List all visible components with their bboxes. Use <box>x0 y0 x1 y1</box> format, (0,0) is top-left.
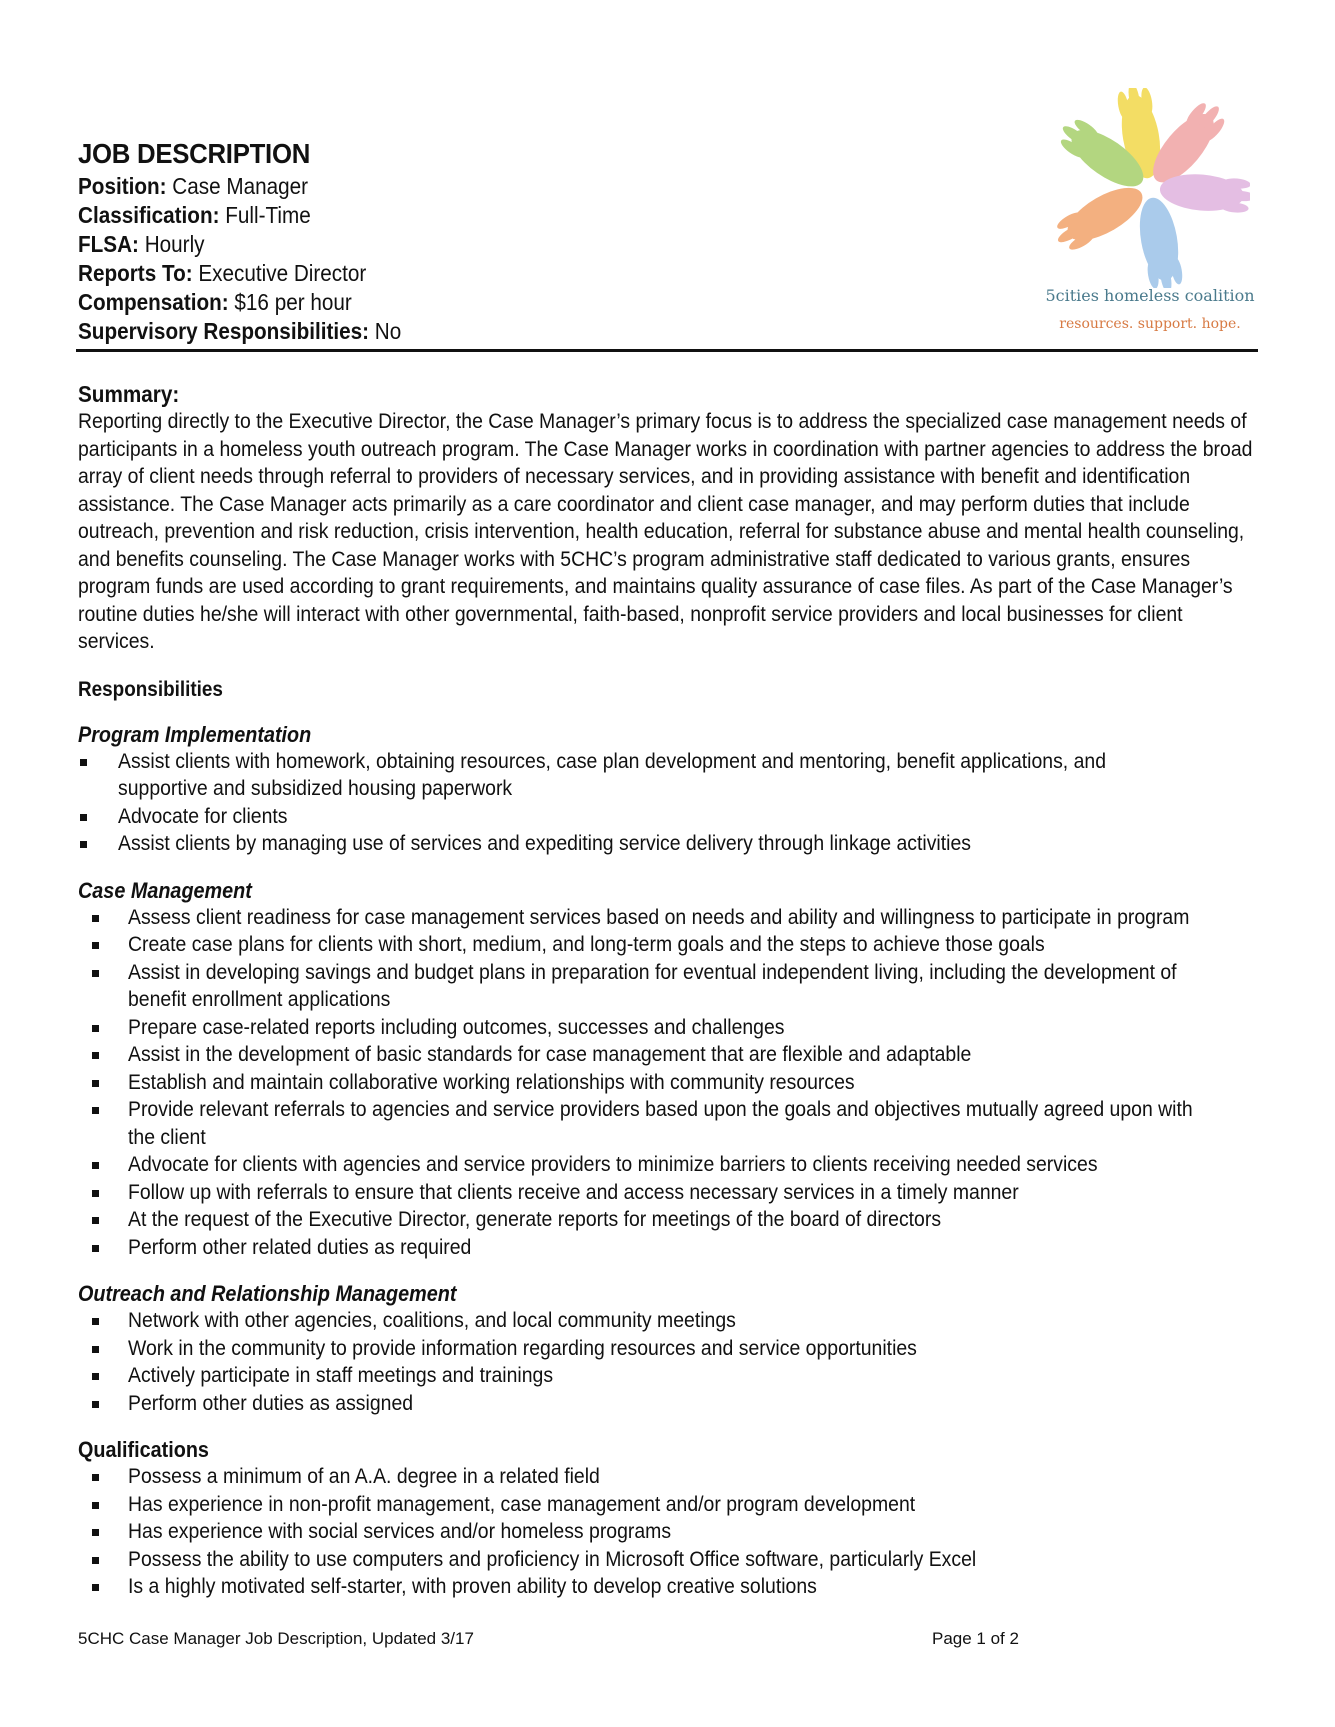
outreach-heading: Outreach and Relationship Management <box>78 1281 457 1306</box>
list-item: Possess the ability to use computers and proficiency in Microsoft Office software, particularly Excel <box>78 1546 1258 1574</box>
list-item: Advocate for clients <box>78 803 1258 831</box>
bullet-icon <box>92 1217 99 1224</box>
case-management-list <box>78 904 1258 1262</box>
field-value: Executive Director <box>198 260 367 286</box>
bullet-icon <box>92 1025 99 1032</box>
summary-heading: Summary: <box>78 381 180 407</box>
field-label: Position: <box>78 173 167 199</box>
case-management-heading: Case Management <box>78 877 252 903</box>
bullet-icon <box>92 1373 99 1380</box>
bullet-icon <box>92 1346 99 1353</box>
list-item: Assist clients by managing use of services and expediting service delivery through linkage activities <box>78 830 1258 858</box>
document-title: JOB DESCRIPTION <box>78 138 311 169</box>
bullet-icon <box>92 1190 99 1197</box>
list-item: Follow up with referrals to ensure that clients receive and access necessary services in a timely manner <box>78 1179 1258 1207</box>
organization-logo <box>1030 88 1270 338</box>
field-label: FLSA: <box>78 231 139 257</box>
field-value: No <box>374 318 402 344</box>
list-item: Assist in the development of basic standards for case management that are flexible and adaptable <box>78 1041 1258 1069</box>
list-item: Prepare case-related reports including outcomes, successes and challenges <box>78 1014 1258 1042</box>
list-item: Provide relevant referrals to agencies and service providers based upon the goals and objectives mutually agreed upon with the client <box>78 1096 1258 1151</box>
footer-document-info: 5CHC Case Manager Job Description, Updated 3/17 <box>78 1629 474 1648</box>
field-value: Full-Time <box>225 202 311 228</box>
header-divider <box>76 349 1258 352</box>
bullet-icon <box>92 1529 99 1536</box>
list-item: Assist in developing savings and budget plans in preparation for eventual independent living, including the development of benefit enrollment applications <box>78 959 1258 1014</box>
list-item: Has experience with social services and/or homeless programs <box>78 1518 1258 1546</box>
bullet-icon <box>92 1052 99 1059</box>
bullet-icon <box>92 1401 99 1408</box>
classification-field <box>78 201 1140 230</box>
bullet-icon <box>92 1245 99 1252</box>
responsibilities-heading: Responsibilities <box>78 677 223 701</box>
program-implementation-list <box>78 748 1258 858</box>
bullet-icon <box>92 1080 99 1087</box>
bullet-icon <box>92 1107 99 1114</box>
field-label: Compensation: <box>78 289 229 315</box>
field-value: Case Manager <box>172 173 309 199</box>
hands-logo-icon <box>1050 88 1250 288</box>
qualifications-list <box>78 1463 1258 1601</box>
list-item: Possess a minimum of an A.A. degree in a related field <box>78 1463 1258 1491</box>
bullet-icon <box>92 1502 99 1509</box>
bullet-icon <box>92 970 99 977</box>
bullet-icon <box>92 942 99 949</box>
bullet-icon <box>92 1474 99 1481</box>
list-item: Perform other related duties as required <box>78 1234 1258 1262</box>
list-item: Is a highly motivated self-starter, with proven ability to develop creative solutions <box>78 1573 1258 1601</box>
compensation-field <box>78 288 1140 317</box>
list-item: Actively participate in staff meetings and trainings <box>78 1362 1258 1390</box>
bullet-icon <box>92 1162 99 1169</box>
field-value: Hourly <box>144 231 205 257</box>
position-field <box>78 172 1140 201</box>
list-item: Perform other duties as assigned <box>78 1390 1258 1418</box>
field-label: Supervisory Responsibilities: <box>78 318 370 344</box>
footer-page-number: Page 1 of 2 <box>932 1629 1019 1648</box>
reports-to-field <box>78 259 1140 288</box>
logo-organization-name: 5cities homeless coalition <box>1045 286 1255 305</box>
summary-paragraph: Reporting directly to the Executive Director, the Case Manager’s primary focus is to address the specialized case management needs of participants in a homeless youth outreach program. The Case Manager works in coordination with partner agencies to address the broad array of client needs through referral to providers of necessary services, and in providing assistance with benefit and identification assistance. The Case Manager acts primarily as a care coordinator and client case manager, and may perform duties that include outreach, prevention and risk reduction, crisis intervention, health education, referral for substance abuse and mental health counseling, and benefits counseling. The Case Manager works with 5CHC’s program administrative staff dedicated to various grants, ensures program funds are used according to grant requirements, and maintains quality assurance of case files. As part of the Case Manager’s routine duties he/she will interact with other governmental, faith-based, nonprofit service providers and local businesses for client services. <box>78 410 1253 653</box>
bullet-icon <box>80 841 87 848</box>
bullet-icon <box>80 759 87 766</box>
list-item: Create case plans for clients with short, medium, and long-term goals and the steps to achieve those goals <box>78 931 1258 959</box>
list-item: Assess client readiness for case management services based on needs and ability and willingness to participate in program <box>78 904 1258 932</box>
list-item: Establish and maintain collaborative working relationships with community resources <box>78 1069 1258 1097</box>
bullet-icon <box>92 1318 99 1325</box>
list-item: At the request of the Executive Director, generate reports for meetings of the board of directors <box>78 1206 1258 1234</box>
outreach-list <box>78 1307 1258 1417</box>
bullet-icon <box>92 1557 99 1564</box>
program-implementation-heading: Program Implementation <box>78 721 312 747</box>
bullet-icon <box>80 814 87 821</box>
list-item: Work in the community to provide information regarding resources and service opportunities <box>78 1335 1258 1363</box>
flsa-field <box>78 230 1140 259</box>
bullet-icon <box>92 915 99 922</box>
document-body <box>78 380 1258 1601</box>
list-item: Assist clients with homework, obtaining resources, case plan development and mentoring, benefit applications, and supportive and subsidized housing paperwork <box>78 748 1258 803</box>
field-label: Classification: <box>78 202 220 228</box>
list-item: Advocate for clients with agencies and service providers to minimize barriers to clients receiving needed services <box>78 1151 1258 1179</box>
field-value: $16 per hour <box>234 289 352 315</box>
list-item: Network with other agencies, coalitions, and local community meetings <box>78 1307 1258 1335</box>
list-item: Has experience in non-profit management, case management and/or program development <box>78 1491 1258 1519</box>
field-label: Reports To: <box>78 260 193 286</box>
qualifications-heading: Qualifications <box>78 1437 209 1462</box>
supervisory-field <box>78 317 1140 346</box>
logo-tagline: resources. support. hope. <box>1059 316 1241 332</box>
bullet-icon <box>92 1584 99 1591</box>
